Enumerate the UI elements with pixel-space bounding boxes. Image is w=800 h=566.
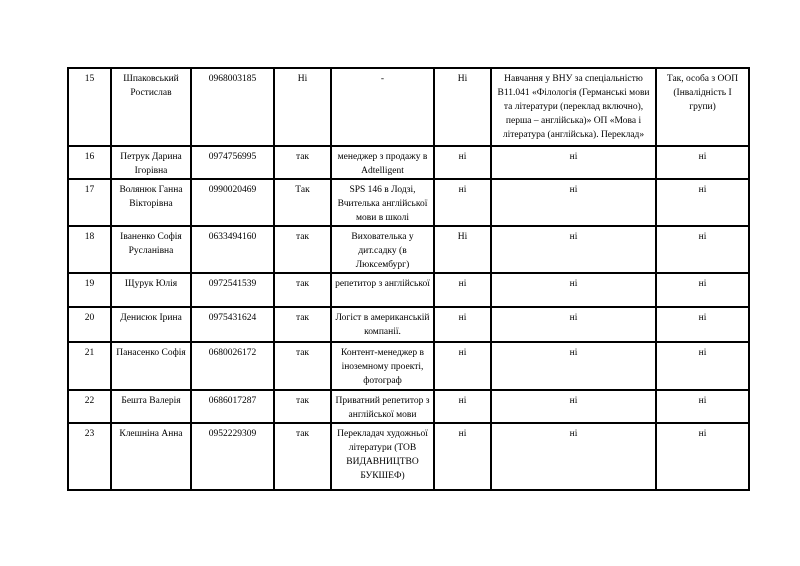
cell-full-name: Бешта Валерія xyxy=(111,390,191,423)
cell-flag: ні xyxy=(434,423,491,490)
cell-consent: так xyxy=(274,390,331,423)
cell-row-number: 21 xyxy=(68,342,111,390)
cell-education-note: Навчання у ВНУ за спеціальністю В11.041 «Філологія (Германські мови та літератури (переклад включно), перша – англійська)» ОП «Мова і література (англійська). Переклад» xyxy=(491,68,656,146)
cell-special-needs: Так, особа з ООП (Інвалідність І групи) xyxy=(656,68,749,146)
cell-consent: так xyxy=(274,226,331,273)
cell-full-name: Іваненко Софія Русланівна xyxy=(111,226,191,273)
registry-table xyxy=(67,67,750,491)
cell-flag: ні xyxy=(434,146,491,179)
cell-special-needs: ні xyxy=(656,342,749,390)
cell-phone: 0975431624 xyxy=(191,307,274,342)
cell-full-name: Волянюк Ганна Вікторівна xyxy=(111,179,191,226)
cell-special-needs: ні xyxy=(656,273,749,307)
cell-occupation: SPS 146 в Лодзі, Вчителька англійської мови в школі xyxy=(331,179,434,226)
cell-occupation: - xyxy=(331,68,434,146)
cell-education-note: ні xyxy=(491,307,656,342)
cell-occupation: репетитор з англійської xyxy=(331,273,434,307)
cell-occupation: менеджер з продажу в Adtelligent xyxy=(331,146,434,179)
cell-flag: ні xyxy=(434,179,491,226)
cell-consent: Так xyxy=(274,179,331,226)
cell-row-number: 15 xyxy=(68,68,111,146)
cell-full-name: Панасенко Софія xyxy=(111,342,191,390)
table-row xyxy=(68,273,749,307)
cell-phone: 0686017287 xyxy=(191,390,274,423)
cell-row-number: 17 xyxy=(68,179,111,226)
table-row xyxy=(68,68,749,146)
cell-flag: ні xyxy=(434,390,491,423)
cell-phone: 0680026172 xyxy=(191,342,274,390)
cell-row-number: 16 xyxy=(68,146,111,179)
cell-occupation: Вихователька у дит.садку (в Люксембург) xyxy=(331,226,434,273)
cell-education-note: ні xyxy=(491,226,656,273)
cell-row-number: 23 xyxy=(68,423,111,490)
cell-special-needs: ні xyxy=(656,423,749,490)
cell-phone: 0974756995 xyxy=(191,146,274,179)
cell-education-note: ні xyxy=(491,423,656,490)
cell-consent: так xyxy=(274,307,331,342)
cell-flag: ні xyxy=(434,307,491,342)
cell-special-needs: ні xyxy=(656,307,749,342)
table-row xyxy=(68,307,749,342)
cell-education-note: ні xyxy=(491,273,656,307)
cell-occupation: Перекладач художньої літератури (ТОВ ВИДАВНИЦТВО БУКШЕФ) xyxy=(331,423,434,490)
cell-phone: 0972541539 xyxy=(191,273,274,307)
cell-education-note: ні xyxy=(491,390,656,423)
cell-row-number: 19 xyxy=(68,273,111,307)
cell-special-needs: ні xyxy=(656,179,749,226)
cell-special-needs: ні xyxy=(656,146,749,179)
cell-phone: 0952229309 xyxy=(191,423,274,490)
cell-full-name: Щурук Юлія xyxy=(111,273,191,307)
cell-flag: ні xyxy=(434,273,491,307)
cell-consent: так xyxy=(274,423,331,490)
cell-occupation: Логіст в американській компанії. xyxy=(331,307,434,342)
cell-full-name: Клешніна Анна xyxy=(111,423,191,490)
cell-education-note: ні xyxy=(491,342,656,390)
cell-occupation: Контент-менеджер в іноземному проекті, фотограф xyxy=(331,342,434,390)
cell-flag: Ні xyxy=(434,226,491,273)
table-row xyxy=(68,226,749,273)
cell-education-note: ні xyxy=(491,179,656,226)
cell-flag: Ні xyxy=(434,68,491,146)
cell-phone: 0990020469 xyxy=(191,179,274,226)
cell-row-number: 20 xyxy=(68,307,111,342)
cell-row-number: 22 xyxy=(68,390,111,423)
cell-consent: Ні xyxy=(274,68,331,146)
cell-consent: так xyxy=(274,342,331,390)
cell-special-needs: ні xyxy=(656,226,749,273)
cell-education-note: ні xyxy=(491,146,656,179)
cell-phone: 0968003185 xyxy=(191,68,274,146)
cell-consent: так xyxy=(274,273,331,307)
cell-row-number: 18 xyxy=(68,226,111,273)
cell-full-name: Петрук Дарина Ігорівна xyxy=(111,146,191,179)
table-row xyxy=(68,179,749,226)
table-row xyxy=(68,423,749,490)
cell-full-name: Шпаковський Ростислав xyxy=(111,68,191,146)
cell-phone: 0633494160 xyxy=(191,226,274,273)
cell-full-name: Денисюк Ірина xyxy=(111,307,191,342)
cell-consent: так xyxy=(274,146,331,179)
cell-flag: ні xyxy=(434,342,491,390)
table-row xyxy=(68,342,749,390)
table-row xyxy=(68,390,749,423)
table-row xyxy=(68,146,749,179)
cell-special-needs: ні xyxy=(656,390,749,423)
cell-occupation: Приватний репетитор з англійської мови xyxy=(331,390,434,423)
